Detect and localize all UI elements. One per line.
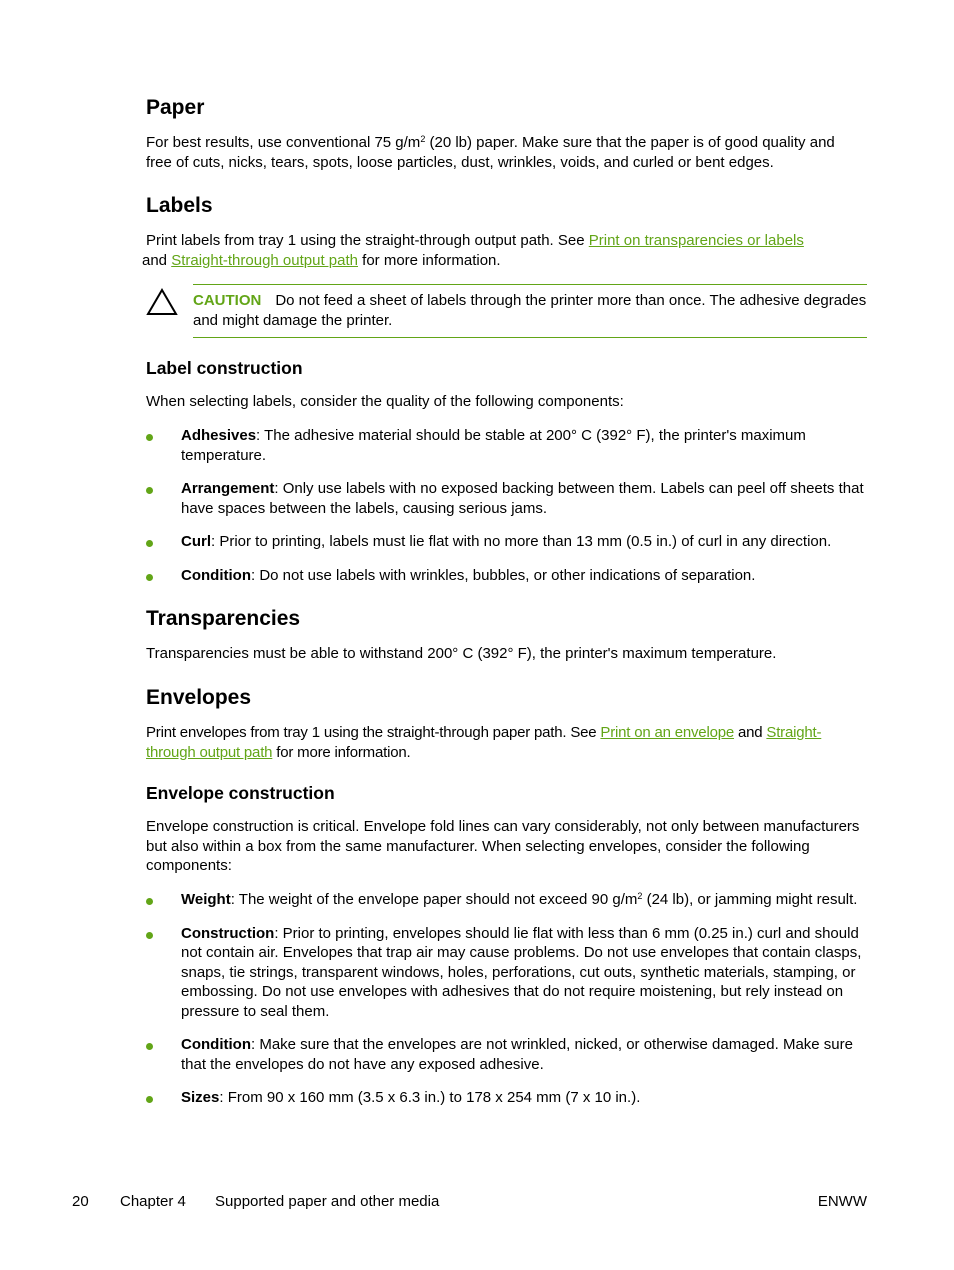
label-construction-heading: Label construction [146,358,303,378]
footer-page-number: 20 [72,1193,89,1210]
transparencies-paragraph: Transparencies must be able to withstand 200° C (392° F), the printer's maximum temperature. [146,645,777,662]
label-construction-intro: When selecting labels, consider the quality of the following components: [146,393,624,410]
caution-text-block [193,291,867,330]
labels-paragraph: Print labels from tray 1 using the straight-through output path. See Print on transparencies or labels and Straight-through output path for more information. [142,232,804,269]
footer-chapter: Chapter 4 [120,1193,186,1210]
list-item: Sizes: From 90 x 160 mm (3.5 x 6.3 in.) to 178 x 254 mm (7 x 10 in.). [146,1088,868,1108]
bullet-icon [146,932,153,939]
paper-paragraph: For best results, use conventional 75 $g/m^2$ (20 lb) paper. Make sure that the paper is of good quality and free of cuts, nicks, tears, spots, loose particles, dust, wrinkles, voids, and curled or bent edges. [146,134,835,171]
bullet-icon [146,434,153,441]
link-straight-through-output-path[interactable]: Straight-through output path [171,251,358,269]
bullet-icon [146,574,153,581]
caution-note [193,284,867,338]
list-item: Condition: Do not use labels with wrinkles, bubbles, or other indications of separation. [146,566,868,586]
bullet-icon [146,540,153,547]
list-item: Condition: Make sure that the envelopes are not wrinkled, nicked, or otherwise damaged. Make sure that the envelopes do not have any exposed adhesive. [146,1035,868,1074]
list-item: Weight: The weight of the envelope paper should not exceed 90 $g/m^2$ (24 lb), or jamming might result. [146,890,868,910]
bullet-icon [146,1096,153,1103]
list-item: Arrangement: Only use labels with no exposed backing between them. Labels can peel off sheets that have spaces between the labels, causing serious jams. [146,479,868,518]
envelope-construction-heading: Envelope construction [146,783,335,803]
warning-triangle-icon [146,288,178,316]
envelopes-paragraph: Print envelopes from tray 1 using the straight-through paper path. See Print on an envelope and Straight-through output path for more information. [146,724,822,761]
caution-message: Do not feed a sheet of labels through the printer more than once. The adhesive degrades and might damage the printer. [193,292,867,329]
envelope-components-list [146,890,868,1108]
bullet-icon [146,487,153,494]
bullet-icon [146,898,153,905]
link-straight-through-output-path-2[interactable]: Straight-through output path [146,724,822,761]
bullet-icon [146,1043,153,1050]
label-components-list [146,426,868,585]
transparencies-heading: Transparencies [146,607,301,630]
footer-edition: ENWW [817,1193,867,1210]
link-print-transparencies-labels[interactable]: Print on transparencies or labels [588,232,804,249]
list-item: Curl: Prior to printing, labels must lie flat with no more than 13 mm (0.5 in.) of curl in any direction. [146,532,868,552]
caution-label: CAUTION [193,292,262,309]
paper-heading: Paper [146,96,205,119]
list-item: Construction: Prior to printing, envelopes should lie flat with less than 6 mm (0.25 in.) curl and should not contain air. Envelopes that trap air may cause problems. Do not use envelopes that contain clasps, snaps, tie strings, transparent windows, holes, perforations, cut outs, synthetic materials, stamping, or embossing. Do not use envelopes with adhesives that do not require moistening, but rely instead on pressure to seal them. [146,924,868,1022]
labels-heading: Labels [146,194,213,217]
envelope-construction-intro: Envelope construction is critical. Envelope fold lines can vary considerably, not only between manufacturers but also within a box from the same manufacturer. When selecting envelopes, consider the following components: [146,818,860,874]
envelopes-heading: Envelopes [146,686,252,709]
list-item: Adhesives: The adhesive material should be stable at 200° C (392° F), the printer's maximum temperature. [146,426,868,465]
link-print-on-envelope[interactable]: Print on an envelope [600,724,735,741]
footer-chapter-title: Supported paper and other media [215,1193,440,1210]
